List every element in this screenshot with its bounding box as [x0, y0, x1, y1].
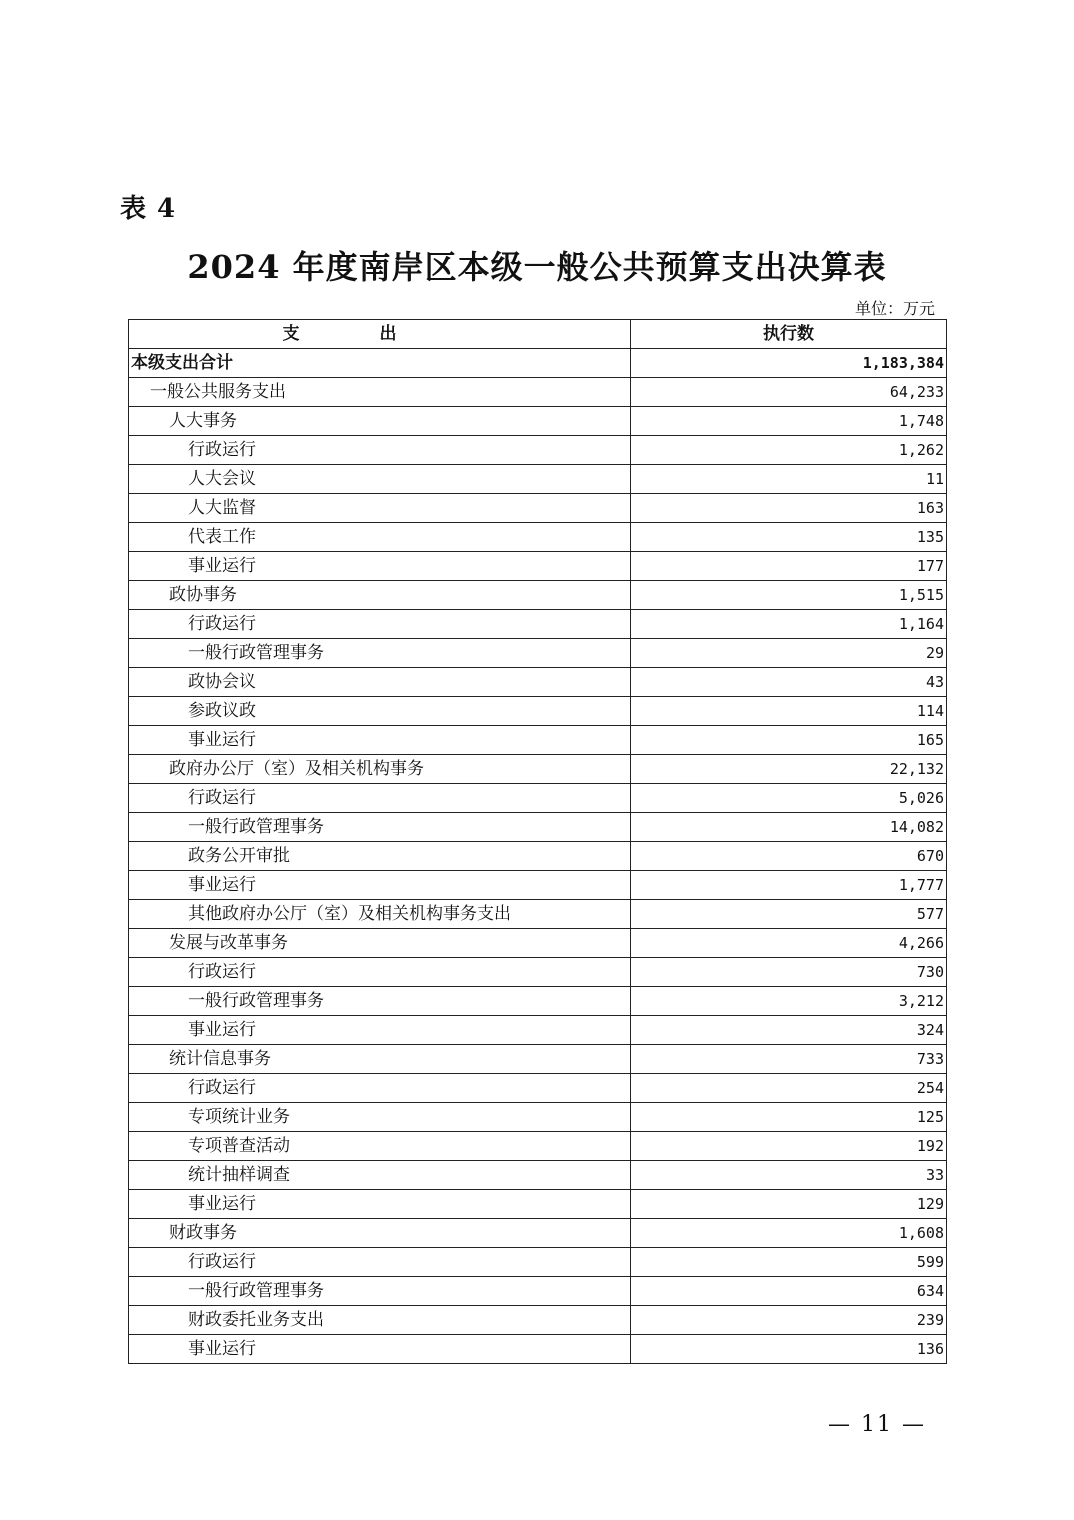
row-item-name: 事业运行	[129, 1016, 631, 1045]
table-row	[129, 552, 947, 581]
row-item-name: 一般行政管理事务	[129, 987, 631, 1016]
row-item-name: 行政运行	[129, 958, 631, 987]
table-row	[129, 813, 947, 842]
row-item-name: 事业运行	[129, 726, 631, 755]
row-item-name: 人大会议	[129, 465, 631, 494]
row-executed-amount: 1,777	[631, 871, 947, 900]
page-number: — 11 —	[828, 1412, 926, 1437]
row-executed-amount: 114	[631, 697, 947, 726]
unit-label: 单位：万元	[854, 299, 935, 318]
row-item-name: 政务公开审批	[129, 842, 631, 871]
table-row	[129, 378, 947, 407]
row-executed-amount: 129	[631, 1190, 947, 1219]
table-row	[129, 1132, 947, 1161]
row-item-name: 代表工作	[129, 523, 631, 552]
row-item-name: 一般公共服务支出	[129, 378, 631, 407]
row-executed-amount: 64,233	[631, 378, 947, 407]
row-executed-amount: 599	[631, 1248, 947, 1277]
row-item-name: 发展与改革事务	[129, 929, 631, 958]
table-row	[129, 958, 947, 987]
row-executed-amount: 33	[631, 1161, 947, 1190]
row-executed-amount: 177	[631, 552, 947, 581]
row-executed-amount: 577	[631, 900, 947, 929]
row-executed-amount: 14,082	[631, 813, 947, 842]
row-executed-amount: 1,608	[631, 1219, 947, 1248]
table-row	[129, 755, 947, 784]
row-item-name: 政协事务	[129, 581, 631, 610]
table-row	[129, 842, 947, 871]
table-row	[129, 726, 947, 755]
table-row	[129, 1190, 947, 1219]
row-item-name: 行政运行	[129, 784, 631, 813]
row-item-name: 一般行政管理事务	[129, 639, 631, 668]
row-executed-amount: 1,515	[631, 581, 947, 610]
row-executed-amount: 165	[631, 726, 947, 755]
row-executed-amount: 239	[631, 1306, 947, 1335]
row-executed-amount: 5,026	[631, 784, 947, 813]
row-executed-amount: 11	[631, 465, 947, 494]
row-item-name: 事业运行	[129, 1335, 631, 1364]
table-row	[129, 1277, 947, 1306]
row-executed-amount: 324	[631, 1016, 947, 1045]
row-item-name: 财政事务	[129, 1219, 631, 1248]
row-item-name: 事业运行	[129, 1190, 631, 1219]
table-row	[129, 1045, 947, 1074]
row-item-name: 统计抽样调查	[129, 1161, 631, 1190]
row-item-name: 本级支出合计	[129, 349, 631, 378]
table-row	[129, 349, 947, 378]
table-row	[129, 668, 947, 697]
row-executed-amount: 43	[631, 668, 947, 697]
row-executed-amount: 1,164	[631, 610, 947, 639]
row-executed-amount: 730	[631, 958, 947, 987]
row-executed-amount: 733	[631, 1045, 947, 1074]
row-executed-amount: 4,266	[631, 929, 947, 958]
header-row	[129, 320, 947, 349]
table-row	[129, 1074, 947, 1103]
row-item-name: 其他政府办公厅（室）及相关机构事务支出	[129, 900, 631, 929]
table-row	[129, 1335, 947, 1364]
table-row	[129, 1306, 947, 1335]
table-row	[129, 1219, 947, 1248]
row-executed-amount: 29	[631, 639, 947, 668]
header-executed-amount: 执行数	[631, 320, 947, 349]
row-item-name: 财政委托业务支出	[129, 1306, 631, 1335]
table-row	[129, 1248, 947, 1277]
row-item-name: 一般行政管理事务	[129, 813, 631, 842]
row-executed-amount: 1,183,384	[631, 349, 947, 378]
row-executed-amount: 3,212	[631, 987, 947, 1016]
row-item-name: 参政议政	[129, 697, 631, 726]
row-executed-amount: 163	[631, 494, 947, 523]
budget-table	[128, 319, 947, 1364]
row-item-name: 行政运行	[129, 436, 631, 465]
table-header	[129, 320, 947, 349]
row-item-name: 一般行政管理事务	[129, 1277, 631, 1306]
table-row	[129, 465, 947, 494]
row-item-name: 人大监督	[129, 494, 631, 523]
row-item-name: 政协会议	[129, 668, 631, 697]
table-row	[129, 436, 947, 465]
row-item-name: 政府办公厅（室）及相关机构事务	[129, 755, 631, 784]
table-row	[129, 784, 947, 813]
row-executed-amount: 135	[631, 523, 947, 552]
table-row	[129, 523, 947, 552]
table-row	[129, 610, 947, 639]
table-row	[129, 581, 947, 610]
row-item-name: 行政运行	[129, 1074, 631, 1103]
table-row	[129, 900, 947, 929]
row-executed-amount: 1,748	[631, 407, 947, 436]
table-row	[129, 871, 947, 900]
row-item-name: 事业运行	[129, 871, 631, 900]
table-row	[129, 639, 947, 668]
table-row	[129, 494, 947, 523]
row-item-name: 行政运行	[129, 1248, 631, 1277]
row-executed-amount: 125	[631, 1103, 947, 1132]
table-row	[129, 1103, 947, 1132]
row-executed-amount: 634	[631, 1277, 947, 1306]
table-row	[129, 697, 947, 726]
table-row	[129, 407, 947, 436]
table-row	[129, 1161, 947, 1190]
row-item-name: 行政运行	[129, 610, 631, 639]
row-item-name: 专项普查活动	[129, 1132, 631, 1161]
row-item-name: 人大事务	[129, 407, 631, 436]
header-expenditure: 支出	[129, 320, 631, 349]
table-row	[129, 987, 947, 1016]
row-executed-amount: 1,262	[631, 436, 947, 465]
row-executed-amount: 136	[631, 1335, 947, 1364]
row-executed-amount: 254	[631, 1074, 947, 1103]
row-item-name: 统计信息事务	[129, 1045, 631, 1074]
table-label: 表 4	[120, 194, 177, 224]
row-executed-amount: 670	[631, 842, 947, 871]
row-item-name: 专项统计业务	[129, 1103, 631, 1132]
page-title: 2024 年度南岸区本级一般公共预算支出决算表	[187, 248, 887, 286]
row-executed-amount: 22,132	[631, 755, 947, 784]
table-body	[129, 349, 947, 1364]
row-item-name: 事业运行	[129, 552, 631, 581]
table-row	[129, 929, 947, 958]
row-executed-amount: 192	[631, 1132, 947, 1161]
table-row	[129, 1016, 947, 1045]
